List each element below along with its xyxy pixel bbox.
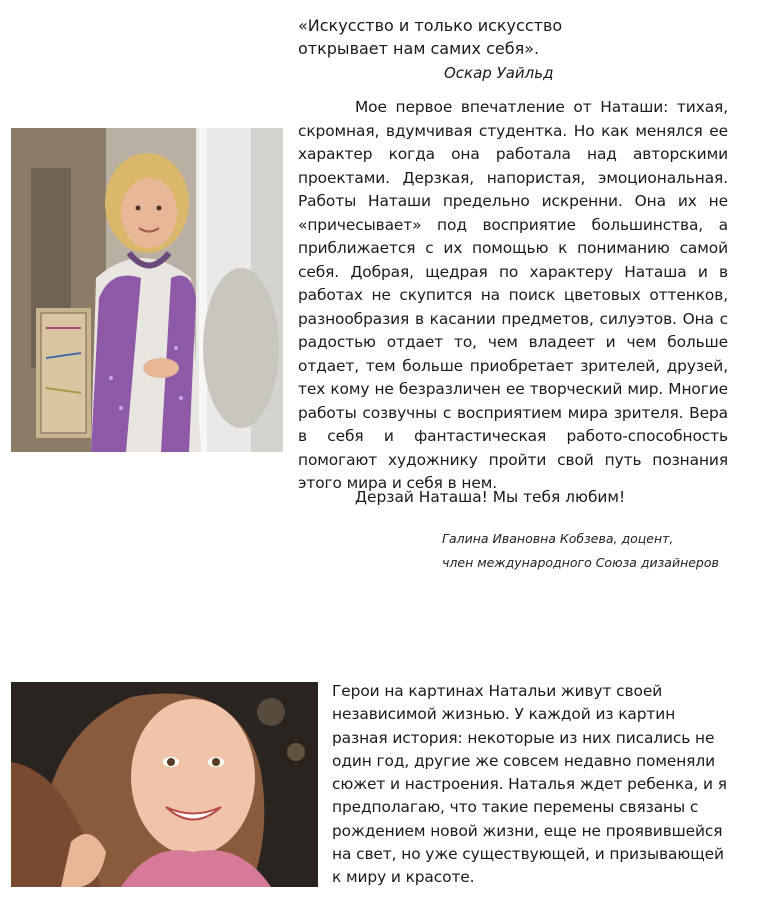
review-2-text — [332, 680, 732, 890]
signature-line-2: член международного Союза дизайнеров — [442, 555, 719, 570]
teacher-photo — [11, 128, 283, 452]
review-1-paragraph: Мое первое впечатление от Наташи: тихая, скромная, вдумчивая студентка. Но как менялся ее характер когда она работала над авторскими проектами. Дерзкая, напористая, эмоциональная. Работы Наташи предельно искренни. Она их не «причесывает» под восприятие большинства, а приближается с их помощью к пониманию самой себя. Добрая, щедрая по характеру Наташа и в работах не скупится на поиск цветовых оттенков, разнообразия в касании предметов, силуэтов. Она с радостью отдает то, чем владеет и чем больше отдает, тем больше приобретает зрителей, друзей, тех кому не безразличен ее творческий мир. Многие работы созвучны с восприятием мира зрителя. Вера в себя и фантастическая работо-способность помогают художнику пройти свой путь познания этого мира и себя в нем. — [298, 98, 728, 492]
review-1-closing: Дерзай Наташа! Мы тебя любим! — [355, 488, 626, 506]
epigraph-line-1: «Искусство и только искусство — [298, 16, 563, 35]
portrait-photo — [11, 682, 318, 887]
signature-line-1: Галина Ивановна Кобзева, доцент, — [442, 531, 674, 546]
review-1-text — [298, 96, 728, 496]
epigraph-line-2: открывает нам самих себя». — [298, 39, 540, 58]
review-1-signature — [442, 527, 719, 575]
review-2-paragraph: Герои на картинах Натальи живут своей независимой жизнью. У каждой из картин разная история: некоторые из них писались не один год, другие же совсем недавно поменяли сюжет и настроения. Наталья ждет ребенка, и я предполагаю, что такие перемены связаны с рождением новой жизни, еще не проявившейся на свет, но уже существующей, и призывающей к миру и красоте. — [332, 682, 727, 887]
epigraph-quote — [298, 14, 598, 60]
epigraph-author: Оскар Уайльд — [444, 64, 554, 82]
